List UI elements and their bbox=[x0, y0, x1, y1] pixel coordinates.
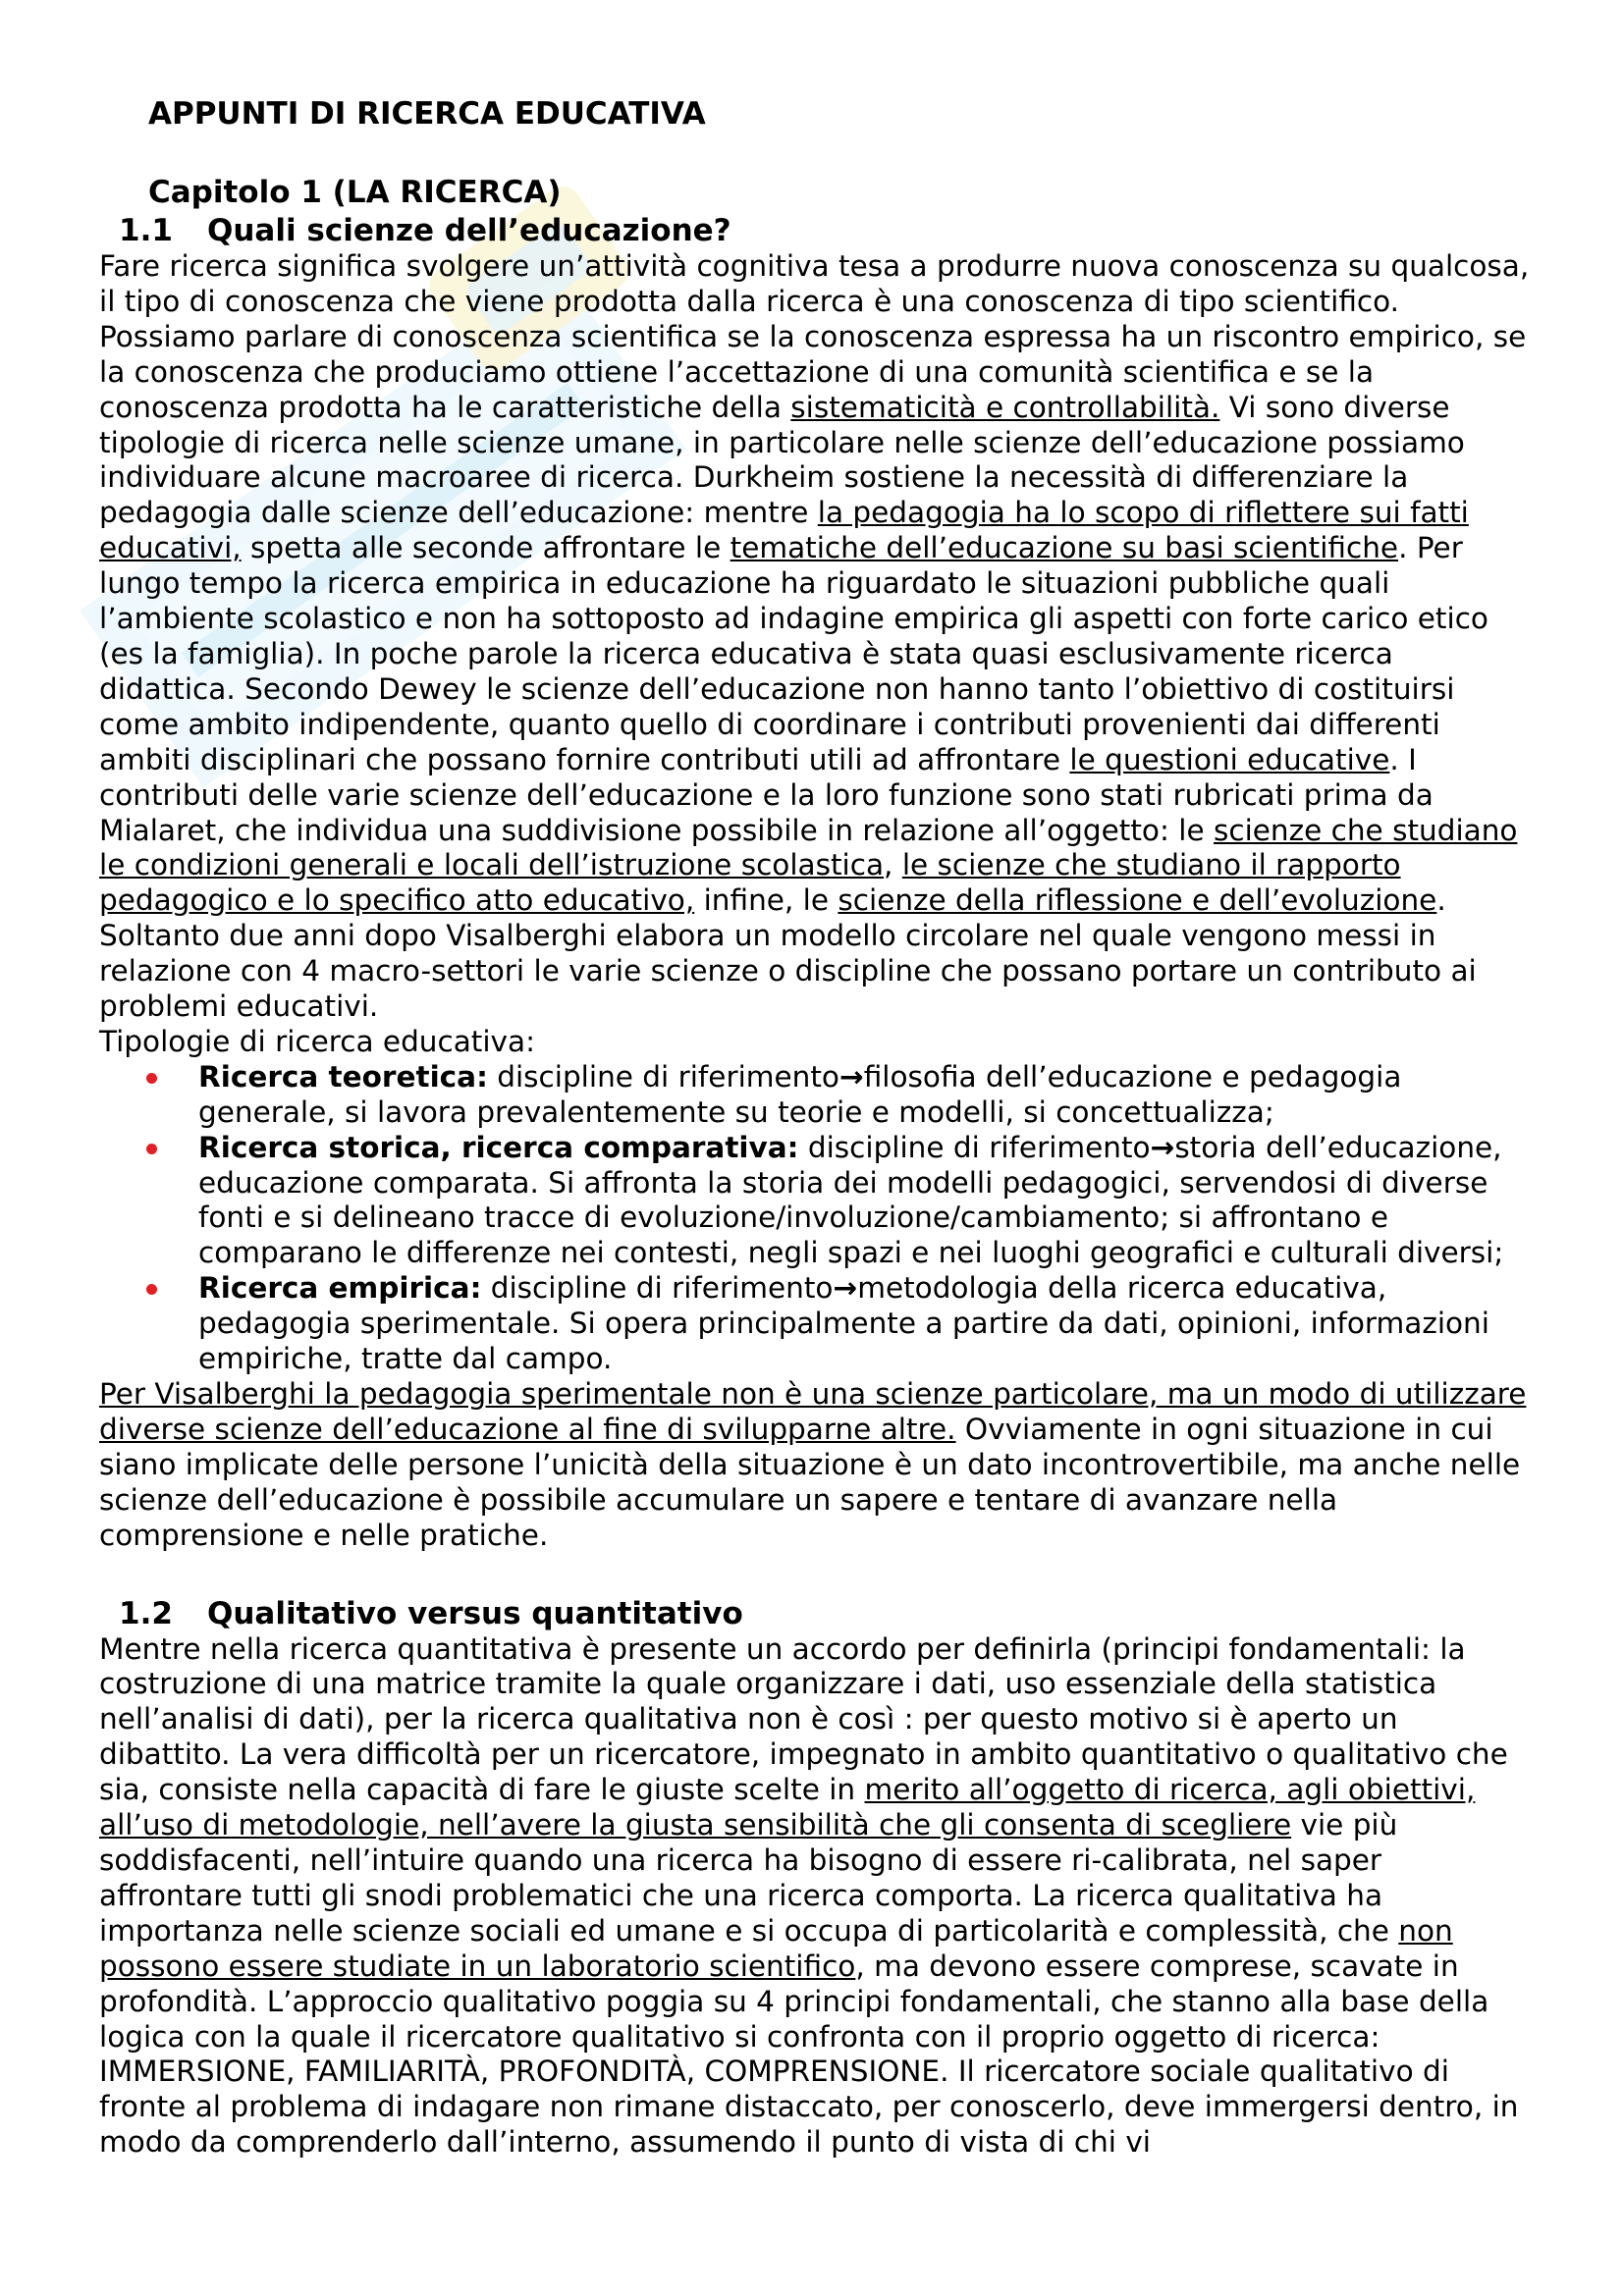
research-types-list bbox=[99, 1060, 1533, 1377]
section-title: Qualitativo versus quantitativo bbox=[207, 1595, 743, 1631]
section-heading-1-2 bbox=[119, 1595, 1533, 1632]
arrow-right-icon: → bbox=[833, 1271, 858, 1306]
underlined-text: tematiche dell’educazione su basi scientifiche bbox=[730, 531, 1399, 565]
underlined-text: la pedagogia ha lo scopo di riflettere sui fatti educativi, bbox=[99, 496, 1469, 565]
section-heading-1-1 bbox=[119, 212, 1533, 249]
underlined-text: scienze della riflessione e dell’evoluzione bbox=[838, 883, 1437, 918]
arrow-right-icon: → bbox=[1150, 1130, 1175, 1164]
paragraph-scienze-educazione: Fare ricerca significa svolgere un’attività cognitiva tesa a produrre nuova conoscenza su qualcosa, il tipo di conoscenza che viene prodotta dalla ricerca è una conoscenza di tipo scientifico. Possiamo parlare di conoscenza scientifica se la conoscenza espressa ha un riscontro empirico, se la conoscenza che produciamo ottiene l’accettazione di una comunità scientifica e se la conoscenza prodotta ha le caratteristiche della sistematicità e controllabilità. Vi sono diverse tipologie di ricerca nelle scienze umane, in particolare nelle scienze dell’educazione possiamo individuare alcune macroaree di ricerca. Durkheim sostiene la necessità di differenziare la pedagogia dalle scienze dell’educazione: mentre la pedagogia ha lo scopo di riflettere sui fatti educativi, spetta alle seconde affrontare le tematiche dell’educazione su basi scientifiche. Per lungo tempo la ricerca empirica in educazione ha riguardato le situazioni pubbliche quali l’ambiente scolastico e non ha sottoposto ad indagine empirica gli aspetti con forte carico etico (es la famiglia). In poche parole la ricerca educativa è stata quasi esclusivamente ricerca didattica. Secondo Dewey le scienze dell’educazione non hanno tanto l’obiettivo di costituirsi come ambito indipendente, quanto quello di coordinare i contributi provenienti dai differenti ambiti disciplinari che possano fornire contributi utili ad affrontare le questioni educative. I contributi delle varie scienze dell’educazione e la loro funzione sono stati rubricati prima da Mialaret, che individua una suddivisione possibile in relazione all’oggetto: le scienze che studiano le condizioni generali e locali dell’istruzione scolastica, le scienze che studiano il rapporto pedagogico e lo specifico atto educativo, infine, le scienze della riflessione e dell’evoluzione. Soltanto due anni dopo Visalberghi elabora un modello circolare nel quale vengono messi in relazione con 4 macro-settori le varie scienze o discipline che possano portare un contributo ai problemi educativi. bbox=[99, 249, 1530, 1024]
list-item: Ricerca storica, ricerca comparativa: discipline di riferimento→storia dell’educazione, educazione comparata. Si affronta la storia dei modelli pedagogici, servendosi di diverse fonti e si delineano tracce di evoluzione/involuzione/cambiamento; si affrontano e comparano le differenze nei contesti, negli spazi e nei luoghi geografici e culturali diversi; bbox=[99, 1131, 1533, 1272]
list-intro: Tipologie di ricerca educativa: bbox=[99, 1024, 536, 1058]
arrow-right-icon: → bbox=[839, 1059, 864, 1094]
section-number: 1.2 bbox=[119, 1595, 173, 1631]
bullet-icon bbox=[146, 1144, 157, 1154]
section-title: Quali scienze dell’educazione? bbox=[207, 213, 731, 248]
underlined-text: merito all’oggetto di ricerca, agli obiettivi, all’uso di metodologie, nell’avere la giusta sensibilità che gli consenta di scegliere bbox=[99, 1773, 1476, 1842]
underlined-text: le scienze che studiano il rapporto pedagogico e lo specifico atto educativo, bbox=[99, 848, 1401, 918]
bullet-icon bbox=[146, 1284, 157, 1295]
list-item: Ricerca empirica: discipline di riferimento→metodologia della ricerca educativa, pedagogia sperimentale. Si opera principalmente a partire da dati, opinioni, informazioni empiriche, tratte dal campo. bbox=[99, 1271, 1533, 1377]
document-body bbox=[99, 94, 1533, 2161]
bullet-icon bbox=[146, 1073, 157, 1084]
underlined-text: sistematicità e controllabilità. bbox=[790, 390, 1220, 424]
paragraph-visalberghi: Per Visalberghi la pedagogia sperimentale non è una scienze particolare, ma un modo di utilizzare diverse scienze dell’educazione al fine di svilupparne altre. Ovviamente in ogni situazione in cui siano implicate delle persone l’unicità della situazione è un dato incontrovertibile, ma anche nelle scienze dell’educazione è possibile accumulare un sapere e tentare di avanzare nella comprensione e nelle pratiche. bbox=[99, 1377, 1527, 1552]
chapter-heading: Capitolo 1 (LA RICERCA) bbox=[148, 175, 562, 210]
underlined-text: le questioni educative bbox=[1069, 742, 1390, 776]
section-number: 1.1 bbox=[119, 213, 173, 248]
document-title: APPUNTI DI RICERCA EDUCATIVA bbox=[148, 96, 706, 132]
underlined-text: Per Visalberghi la pedagogia sperimentale non è una scienze particolare, ma un modo di utilizzare diverse scienze dell’educazione al fine di svilupparne altre. bbox=[99, 1377, 1527, 1446]
paragraph-qualitativo: Mentre nella ricerca quantitativa è presente un accordo per definirla (principi fondamentali: la costruzione di una matrice tramite la quale organizzare i dati, uso essenziale della statistica nell’analisi di dati), per la ricerca qualitativa non è così : per questo motivo si è aperto un dibattito. La vera difficoltà per un ricercatore, impegnato in ambito quantitativo o qualitativo che sia, consiste nella capacità di fare le giuste scelte in merito all’oggetto di ricerca, agli obiettivi, all’uso di metodologie, nell’avere la giusta sensibilità che gli consenta di scegliere vie più soddisfacenti, nell’intuire quando una ricerca ha bisogno di essere ri-calibrata, nel saper affrontare tutti gli snodi problematici che una ricerca comporta. La ricerca qualitativa ha importanza nelle scienze sociali ed umane e si occupa di particolarità e complessità, che non possono essere studiate in un laboratorio scientifico, ma devono essere comprese, scavate in profondità. L’approccio qualitativo poggia su 4 principi fondamentali, che stanno alla base della logica con la quale il ricercatore qualitativo si confronta con il proprio oggetto di ricerca: IMMERSIONE, FAMILIARITÀ, PROFONDITÀ, COMPRENSIONE. Il ricercatore sociale qualitativo di fronte al problema di indagare non rimane distaccato, per conoscerlo, deve immergersi dentro, in modo da comprenderlo dall’interno, assumendo il punto di vista di chi vi bbox=[99, 1631, 1519, 2160]
list-item: Ricerca teoretica: discipline di riferimento→filosofia dell’educazione e pedagogia generale, si lavora prevalentemente su teorie e modelli, si concettualizza; bbox=[99, 1060, 1533, 1131]
underlined-text: scienze che studiano le condizioni generali e locali dell’istruzione scolastica bbox=[99, 813, 1518, 882]
underlined-text: non possono essere studiate in un laboratorio scientifico bbox=[99, 1913, 1453, 1983]
